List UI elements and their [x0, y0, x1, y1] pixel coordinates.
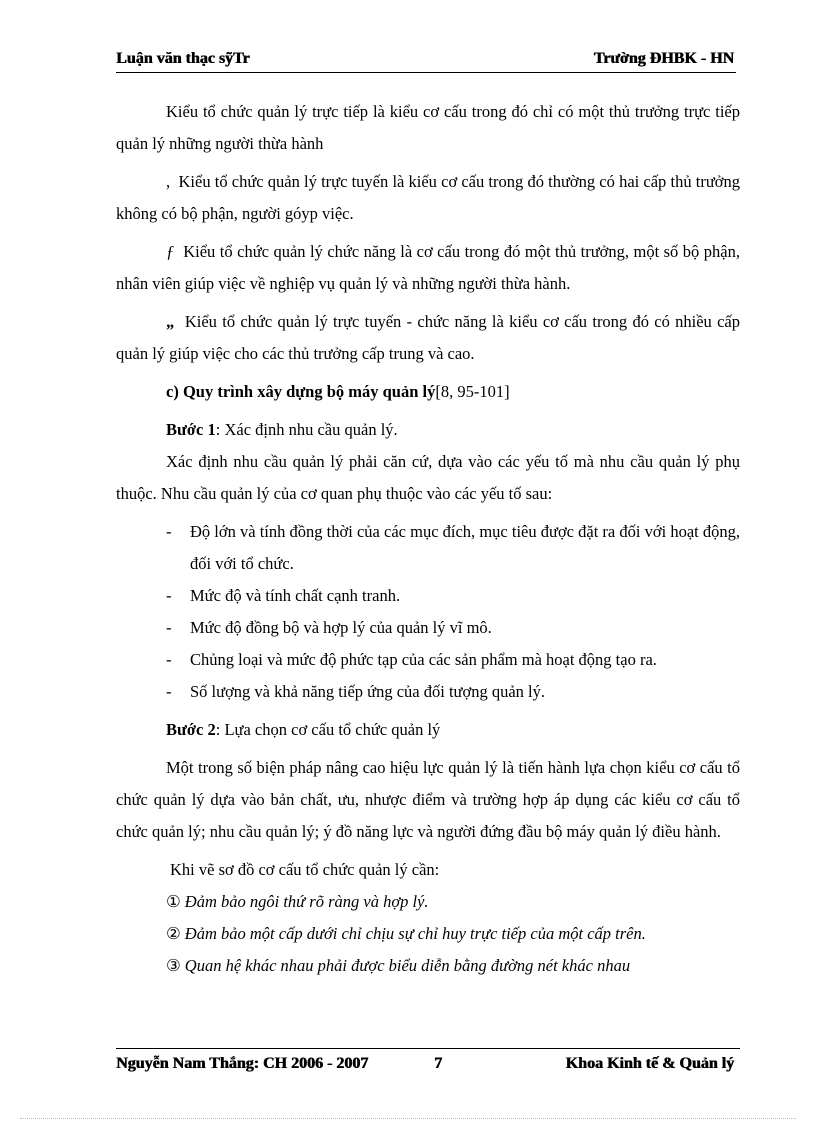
circled-number-1: ①	[166, 892, 181, 911]
section-reference: [8, 95-101]	[435, 382, 510, 401]
list-item: - Mức độ đồng bộ và hợp lý của quản lý vĩ mô.	[166, 618, 492, 637]
step1-paragraph: Xác định nhu cầu quản lý phải căn cứ, dựa vào các yếu tố mà nhu cầu quản lý phụ thuộc. Nhu cầu quản lý của cơ quan phụ thuộc vào các yếu tố sau:	[116, 452, 740, 503]
bullet-mark: „	[166, 312, 175, 331]
step1-title: : Xác định nhu cầu quản lý.	[215, 420, 398, 439]
header-right: Trường ĐHBK - HN	[593, 50, 734, 67]
step2-intro: Khi vẽ sơ đồ cơ cấu tổ chức quản lý cần:	[170, 860, 440, 879]
list-item: - Độ lớn và tính đồng thời của các mục đích, mục tiêu được đặt ra đối với hoạt động, đối với tổ chức.	[166, 522, 740, 573]
paragraph-line-structure	[116, 166, 740, 230]
page-header	[116, 48, 736, 73]
footer-department: Khoa Kinh tế & Quản lý	[565, 1055, 734, 1072]
rule-item: ③ Quan hệ khác nhau phải được biểu diễn bằng đường nét khác nhau	[166, 956, 631, 975]
bullet-mark: ,	[166, 172, 171, 191]
paragraph-functional-structure	[116, 236, 740, 300]
step2-title: : Lựa chọn cơ cấu tổ chức quản lý	[215, 720, 441, 739]
paragraph-line-functional-structure	[116, 306, 740, 370]
paragraph-text: Kiểu tổ chức quản lý chức năng là cơ cấu trong đó một thủ trưởng, một số bộ phận, nhân viên giúp việc về nghiệp vụ quản lý và những người thừa hành.	[116, 242, 740, 293]
page-footer	[116, 1048, 740, 1075]
step2-paragraph: Một trong số biện pháp nâng cao hiệu lực quản lý là tiến hành lựa chọn kiểu cơ cấu tổ chức quản lý dựa vào bản chất, ưu, nhược điểm và trường hợp áp dụng các kiểu cơ cấu tổ chức quản lý; nhu cầu quản lý; ý đồ năng lực và người đứng đầu bộ máy quản lý điều hành.	[116, 758, 740, 841]
bullet-mark: ƒ	[166, 242, 175, 261]
list-item: - Số lượng và khả năng tiếp ứng của đối tượng quản lý.	[166, 682, 545, 701]
paragraph-text: Kiểu tổ chức quản lý trực tuyến là kiểu cơ cấu trong đó thường có hai cấp thủ trưởng không có bộ phận, người góyp việc.	[116, 172, 741, 223]
paragraph-direct-structure: Kiểu tổ chức quản lý trực tiếp là kiểu cơ cấu trong đó chỉ có một thủ trưởng trực tiếp quản lý những người thừa hành	[116, 102, 740, 153]
rule-item: ① Đảm bảo ngôi thứ rõ ràng và hợp lý.	[166, 892, 429, 911]
circled-number-3: ③	[166, 956, 181, 975]
step1-heading	[116, 414, 740, 446]
step1-list	[116, 516, 740, 708]
rule-item: ② Đảm bảo một cấp dưới chỉ chịu sự chỉ huy trực tiếp của một cấp trên.	[166, 924, 646, 943]
step2-heading	[116, 714, 740, 746]
section-title: c) Quy trình xây dựng bộ máy quản lý	[166, 382, 436, 401]
step2-label: Bước 2	[166, 720, 216, 739]
footer-author: Nguyễn Nam Thắng: CH 2006 - 2007	[116, 1055, 369, 1072]
list-item: - Chủng loại và mức độ phức tạp của các sản phẩm mà hoạt động tạo ra.	[166, 650, 657, 669]
page-number: 7	[434, 1055, 442, 1072]
paragraph-text: Kiểu tổ chức quản lý trực tuyến - chức năng là kiểu cơ cấu trong đó có nhiều cấp quản lý giúp việc cho các thủ trưởng cấp trung và cao.	[116, 312, 741, 363]
page-edge-divider	[20, 1118, 796, 1119]
step1-label: Bước 1	[166, 420, 216, 439]
list-item: - Mức độ và tính chất cạnh tranh.	[166, 586, 401, 605]
section-heading	[116, 376, 740, 408]
page-body	[116, 96, 740, 982]
header-left: Luận văn thạc sỹTr	[116, 50, 250, 67]
circled-number-2: ②	[166, 924, 181, 943]
